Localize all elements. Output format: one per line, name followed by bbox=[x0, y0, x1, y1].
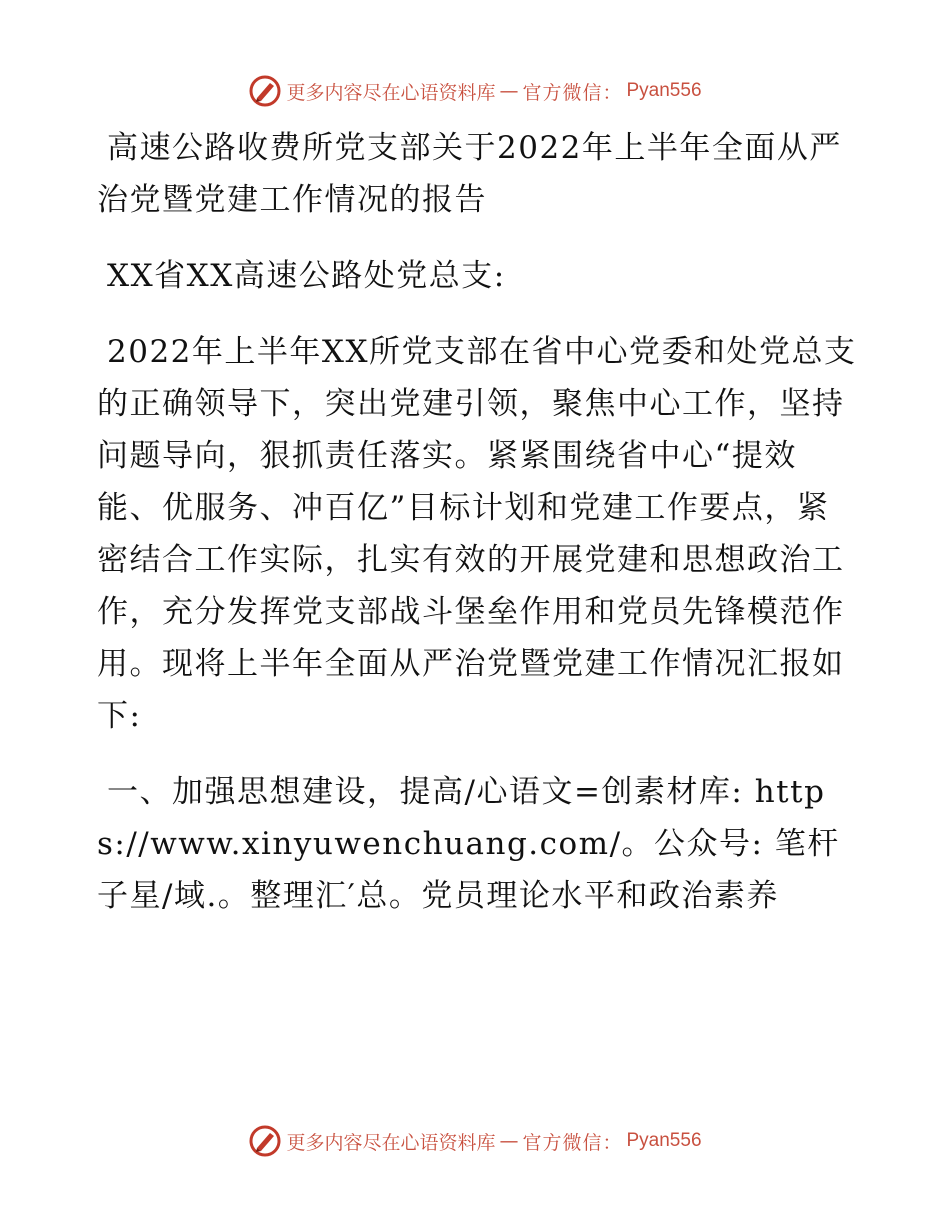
watermark-wechat-label: 官方微信： bbox=[522, 81, 623, 104]
document-title: 高速公路收费所党支部关于2022年上半年全面从严治党暨党建工作情况的报告 bbox=[97, 130, 842, 218]
watermark-text: 更多内容尽在心语资料库 bbox=[286, 1131, 496, 1154]
section-one-paragraph: 一、加强思想建设，提高/心语文=创素材库: https://www.xinyuwenchuang.com/。公众号: 笔杆子星/域.。整理汇′总。党员理论水平和政治素养 bbox=[97, 774, 840, 914]
watermark-dash: — bbox=[499, 80, 519, 102]
watermark-wechat-id: Pyan556 bbox=[626, 80, 702, 101]
pen-in-circle-icon bbox=[248, 1124, 282, 1158]
document-salutation: XX省XX高速公路处党总支: bbox=[107, 258, 506, 294]
watermark-header bbox=[0, 74, 950, 108]
watermark-wechat-id: Pyan556 bbox=[626, 1130, 702, 1151]
watermark-dash: — bbox=[499, 1130, 519, 1152]
watermark-footer bbox=[0, 1124, 950, 1158]
pen-in-circle-icon bbox=[248, 74, 282, 108]
watermark-text: 更多内容尽在心语资料库 bbox=[286, 81, 496, 104]
watermark-wechat-label: 官方微信： bbox=[522, 1131, 623, 1154]
document-paragraph: 2022年上半年XX所党支部在省中心党委和处党总支的正确领导下，突出党建引领，聚焦中心工作，坚持问题导向，狠抓责任落实。紧紧围绕省中心“提效能、优服务、冲百亿”目标计划和党建工作要点，紧密结合工作实际，扎实有效的开展党建和思想政治工作，充分发挥党支部战斗堡垒作用和党员先锋模范作用。现将上半年全面从严治党暨党建工作情况汇报如下: bbox=[97, 334, 857, 734]
document-body bbox=[97, 122, 857, 946]
